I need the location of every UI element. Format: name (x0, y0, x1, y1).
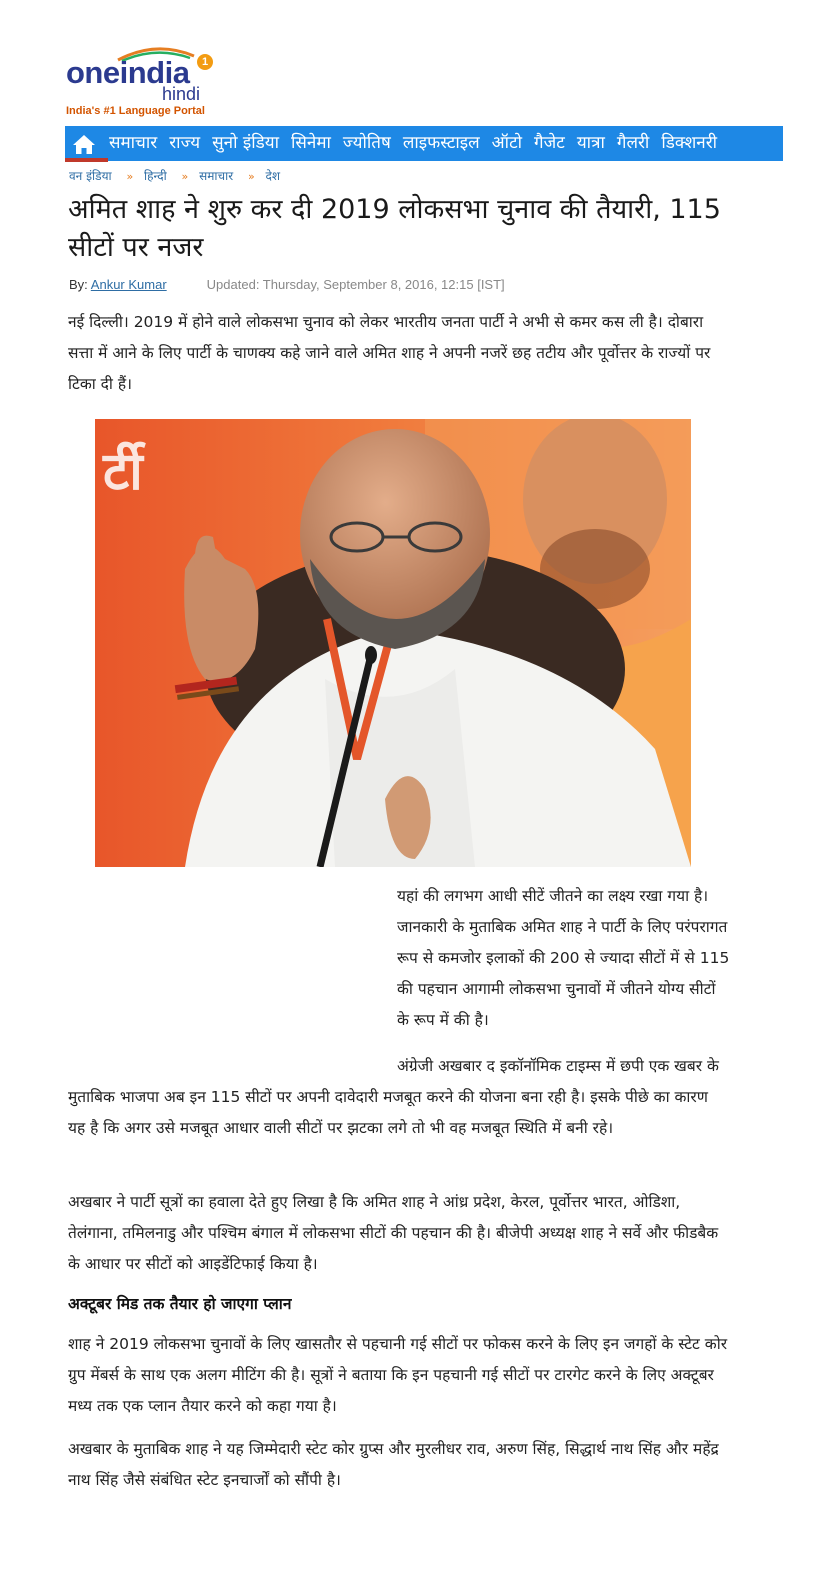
article-paragraph-4: अखबार ने पार्टी सूत्रों का हवाला देते हुए लिखा है कि अमित शाह ने आंध्र प्रदेश, केरल, पूर्वोत्तर भारत, ओडिशा, तेलंगाना, तमिलनाडु और पश्चिम बंगाल में लोकसभा सीटों की पहचान की है। बीजेपी अध्यक्ष शाह ने सर्वे और फीडबैक के आधार पर सीटों को आइडेंटिफाई किया है। (68, 1193, 719, 1273)
nav-item-auto[interactable]: ऑटो (491, 133, 523, 153)
article-paragraph-5: शाह ने 2019 लोकसभा चुनावों के लिए खासतौर से पहचानी गई सीटों पर फोकस करने के लिए इन जगहों के स्टेट कोर ग्रुप मेंबर्स के साथ एक अलग मीटिंग की है। सूत्रों ने बताया कि इन पहचानी गई सीटों पर टारगेट करने के लिए अक्टूबर मध्य तक एक प्लान तैयार करने को कहा गया है। (68, 1335, 728, 1415)
nav-active-indicator (65, 158, 108, 162)
nav-item-dictionary[interactable]: डिक्शनरी (661, 133, 718, 153)
article-paragraph-3-wrapper (68, 1051, 728, 1144)
home-icon (72, 133, 96, 155)
logo-hindi: hindi (162, 84, 201, 104)
breadcrumb-item-oneindia[interactable]: वन इंडिया (69, 169, 112, 183)
logo-tagline: India's #1 Language Portal (66, 105, 205, 117)
nav-home-button[interactable] (65, 126, 103, 161)
nav-item-jyotish[interactable]: ज्योतिष (342, 133, 391, 153)
logo-word-india: india (119, 55, 190, 90)
article-photo-graphic (95, 419, 691, 867)
breadcrumb-item-samachar[interactable]: समाचार (199, 169, 234, 183)
article-photo (95, 419, 691, 867)
site-logo[interactable] (64, 44, 234, 120)
nav-item-gallery[interactable]: गैलरी (616, 133, 650, 153)
nav-item-samachar[interactable]: समाचार (109, 133, 158, 153)
article-paragraph-3: अंग्रेजी अखबार द इकॉनॉमिक टाइम्स में छपी एक खबर के मुताबिक भाजपा अब इन 115 सीटों पर अपनी दावेदारी मजबूत करने की योजना बना रही है। इसके पीछे का कारण यह है कि अगर उसे मजबूत आधार वाली सीटों पर झटका लगे तो भी वह मजबूत स्थिति में बनी रहे। (68, 1057, 719, 1137)
breadcrumb (69, 168, 280, 185)
nav-item-cinema[interactable]: सिनेमा (291, 133, 331, 153)
logo-badge: 1 (197, 54, 213, 70)
article-byline (69, 277, 505, 293)
author-link[interactable]: Ankur Kumar (90, 277, 167, 292)
article-subheading: अक्टूबर मिड तक तैयार हो जाएगा प्लान (68, 1295, 292, 1313)
byline-label: By: (69, 277, 88, 292)
nav-item-gadget[interactable]: गैजेट (534, 133, 565, 153)
nav-item-suno-india[interactable]: सुनो इंडिया (212, 133, 280, 153)
nav-item-yatra[interactable]: यात्रा (576, 133, 605, 153)
breadcrumb-item-desh[interactable]: देश (265, 169, 281, 183)
article-title: अमित शाह ने शुरु कर दी 2019 लोकसभा चुनाव की तैयारी, 115 सीटों पर नजर (68, 194, 721, 263)
updated-timestamp: Updated: Thursday, September 8, 2016, 12:15 [IST] (206, 277, 505, 292)
svg-text:र्टी: र्टी (103, 442, 143, 502)
logo-word-one: one (66, 55, 120, 90)
article-paragraph-1: नई दिल्ली। 2019 में होने वाले लोकसभा चुनाव को लेकर भारतीय जनता पार्टी ने अभी से कमर कस ली है। दोबारा सत्ता में आने के लिए पार्टी के चाणक्य कहे जाने वाले अमित शाह ने अपनी नजरें छह तटीय और पूर्वोत्तर के राज्यों पर टिका दी हैं। (68, 313, 711, 393)
nav-item-lifestyle[interactable]: लाइफस्टाइल (402, 133, 480, 153)
article-paragraph-2: यहां की लगभग आधी सीटें जीतने का लक्ष्य रखा गया है। जानकारी के मुताबिक अमित शाह ने पार्टी के लिए परंपरागत रूप से कमजोर इलाकों की 200 से ज्यादा सीटों में से 115 की पहचान आगामी लोकसभा चुनावों में जीतने योग्य सीटों के रूप में की है। (397, 887, 730, 1029)
main-nav (65, 126, 783, 161)
breadcrumb-separator: » (126, 170, 134, 183)
breadcrumb-item-hindi[interactable]: हिन्दी (144, 169, 167, 183)
article-paragraph-6: अखबार के मुताबिक शाह ने यह जिम्मेदारी स्टेट कोर ग्रुप्स और मुरलीधर राव, अरुण सिंह, सिद्धार्थ नाथ सिंह और महेंद्र नाथ सिंह जैसे संबंधित स्टेट इनचार्जों को सौंपी है। (68, 1440, 719, 1489)
breadcrumb-separator: » (247, 170, 255, 183)
breadcrumb-separator: » (181, 170, 189, 183)
nav-item-rajya[interactable]: राज्य (169, 133, 201, 153)
